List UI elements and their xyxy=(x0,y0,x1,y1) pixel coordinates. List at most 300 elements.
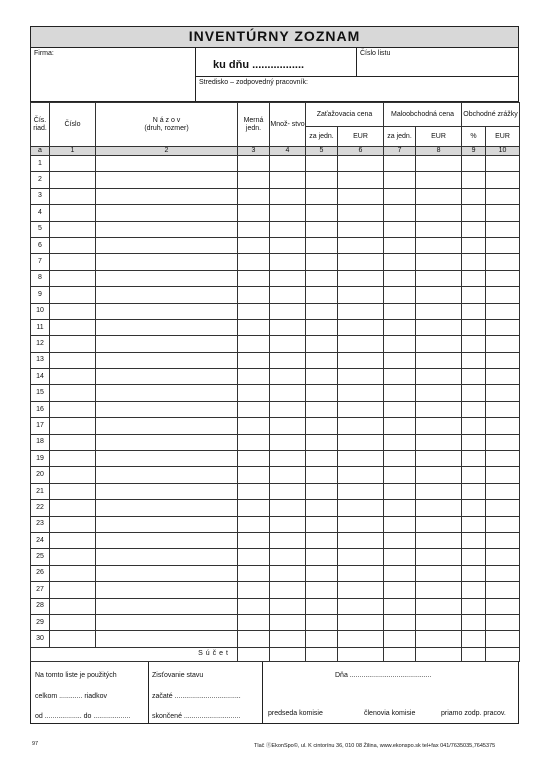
table-cell[interactable] xyxy=(270,418,306,434)
table-cell[interactable] xyxy=(486,500,520,516)
table-cell[interactable] xyxy=(338,221,384,237)
table-cell[interactable] xyxy=(416,188,462,204)
table-cell[interactable] xyxy=(416,385,462,401)
table-cell[interactable] xyxy=(338,418,384,434)
table-cell[interactable] xyxy=(238,614,270,630)
table-cell[interactable] xyxy=(384,614,416,630)
sum-cell[interactable] xyxy=(486,647,520,661)
table-cell[interactable] xyxy=(306,532,338,548)
table-cell[interactable] xyxy=(338,156,384,172)
table-cell[interactable] xyxy=(338,631,384,647)
table-cell[interactable] xyxy=(238,352,270,368)
table-cell[interactable] xyxy=(306,418,338,434)
table-cell[interactable] xyxy=(486,532,520,548)
table-cell[interactable] xyxy=(96,221,238,237)
table-cell[interactable] xyxy=(384,516,416,532)
table-cell[interactable] xyxy=(384,483,416,499)
table-cell[interactable] xyxy=(486,156,520,172)
table-cell[interactable] xyxy=(486,237,520,253)
table-cell[interactable] xyxy=(50,237,96,253)
table-cell[interactable] xyxy=(50,336,96,352)
table-cell[interactable] xyxy=(96,631,238,647)
table-cell[interactable] xyxy=(486,319,520,335)
table-cell[interactable] xyxy=(306,631,338,647)
table-cell[interactable] xyxy=(306,483,338,499)
table-cell[interactable] xyxy=(486,352,520,368)
table-cell[interactable] xyxy=(416,369,462,385)
table-cell[interactable] xyxy=(96,270,238,286)
table-cell[interactable] xyxy=(238,188,270,204)
table-cell[interactable] xyxy=(416,303,462,319)
table-cell[interactable] xyxy=(384,270,416,286)
table-cell[interactable] xyxy=(238,451,270,467)
table-cell[interactable] xyxy=(384,156,416,172)
table-cell[interactable] xyxy=(270,172,306,188)
table-cell[interactable] xyxy=(96,369,238,385)
table-cell[interactable] xyxy=(306,500,338,516)
table-cell[interactable] xyxy=(96,385,238,401)
table-cell[interactable] xyxy=(270,352,306,368)
table-cell[interactable] xyxy=(306,303,338,319)
table-cell[interactable] xyxy=(270,156,306,172)
table-cell[interactable] xyxy=(486,205,520,221)
table-cell[interactable] xyxy=(238,418,270,434)
table-cell[interactable] xyxy=(462,467,486,483)
table-cell[interactable] xyxy=(270,319,306,335)
table-cell[interactable] xyxy=(96,614,238,630)
table-cell[interactable] xyxy=(270,270,306,286)
table-cell[interactable] xyxy=(96,549,238,565)
table-cell[interactable] xyxy=(338,500,384,516)
table-cell[interactable] xyxy=(416,434,462,450)
table-cell[interactable] xyxy=(416,467,462,483)
table-cell[interactable] xyxy=(384,205,416,221)
table-cell[interactable] xyxy=(270,467,306,483)
table-cell[interactable] xyxy=(270,287,306,303)
table-cell[interactable] xyxy=(306,467,338,483)
table-cell[interactable] xyxy=(306,205,338,221)
table-cell[interactable] xyxy=(338,582,384,598)
table-cell[interactable] xyxy=(462,303,486,319)
table-cell[interactable] xyxy=(306,598,338,614)
table-cell[interactable] xyxy=(486,188,520,204)
footer-dna[interactable]: Dňa .......................................... xyxy=(335,671,432,679)
table-cell[interactable] xyxy=(96,287,238,303)
table-cell[interactable] xyxy=(462,205,486,221)
table-cell[interactable] xyxy=(96,434,238,450)
table-cell[interactable] xyxy=(238,369,270,385)
table-cell[interactable] xyxy=(270,532,306,548)
table-cell[interactable] xyxy=(96,516,238,532)
table-cell[interactable] xyxy=(238,221,270,237)
table-cell[interactable] xyxy=(384,287,416,303)
table-cell[interactable] xyxy=(486,369,520,385)
table-cell[interactable] xyxy=(486,565,520,581)
table-cell[interactable] xyxy=(384,549,416,565)
table-cell[interactable] xyxy=(270,631,306,647)
table-cell[interactable] xyxy=(384,319,416,335)
table-cell[interactable] xyxy=(50,631,96,647)
table-cell[interactable] xyxy=(462,516,486,532)
table-cell[interactable] xyxy=(338,270,384,286)
table-cell[interactable] xyxy=(50,434,96,450)
table-cell[interactable] xyxy=(306,156,338,172)
table-cell[interactable] xyxy=(238,516,270,532)
table-cell[interactable] xyxy=(486,303,520,319)
table-cell[interactable] xyxy=(416,549,462,565)
table-cell[interactable] xyxy=(338,565,384,581)
table-cell[interactable] xyxy=(384,352,416,368)
table-cell[interactable] xyxy=(270,565,306,581)
table-cell[interactable] xyxy=(338,483,384,499)
table-cell[interactable] xyxy=(384,565,416,581)
table-cell[interactable] xyxy=(338,516,384,532)
table-cell[interactable] xyxy=(96,172,238,188)
table-cell[interactable] xyxy=(270,303,306,319)
table-cell[interactable] xyxy=(238,336,270,352)
table-cell[interactable] xyxy=(50,188,96,204)
table-cell[interactable] xyxy=(50,614,96,630)
table-cell[interactable] xyxy=(238,598,270,614)
table-cell[interactable] xyxy=(306,549,338,565)
table-cell[interactable] xyxy=(384,385,416,401)
table-cell[interactable] xyxy=(462,582,486,598)
table-cell[interactable] xyxy=(270,434,306,450)
table-cell[interactable] xyxy=(96,352,238,368)
table-cell[interactable] xyxy=(96,401,238,417)
table-cell[interactable] xyxy=(238,467,270,483)
table-cell[interactable] xyxy=(416,582,462,598)
table-cell[interactable] xyxy=(50,205,96,221)
table-cell[interactable] xyxy=(416,270,462,286)
table-cell[interactable] xyxy=(486,172,520,188)
table-cell[interactable] xyxy=(50,483,96,499)
table-cell[interactable] xyxy=(96,483,238,499)
table-cell[interactable] xyxy=(462,532,486,548)
table-cell[interactable] xyxy=(486,483,520,499)
table-cell[interactable] xyxy=(50,401,96,417)
table-cell[interactable] xyxy=(486,451,520,467)
table-cell[interactable] xyxy=(416,237,462,253)
table-cell[interactable] xyxy=(338,598,384,614)
table-cell[interactable] xyxy=(416,614,462,630)
table-cell[interactable] xyxy=(462,385,486,401)
table-cell[interactable] xyxy=(306,565,338,581)
table-cell[interactable] xyxy=(462,287,486,303)
table-cell[interactable] xyxy=(238,270,270,286)
table-cell[interactable] xyxy=(50,352,96,368)
table-cell[interactable] xyxy=(462,434,486,450)
table-cell[interactable] xyxy=(238,500,270,516)
table-cell[interactable] xyxy=(462,172,486,188)
table-cell[interactable] xyxy=(338,549,384,565)
table-cell[interactable] xyxy=(416,483,462,499)
table-cell[interactable] xyxy=(50,500,96,516)
table-cell[interactable] xyxy=(50,467,96,483)
table-cell[interactable] xyxy=(416,500,462,516)
footer-od-do[interactable]: od ................... do ................... xyxy=(35,712,131,720)
table-cell[interactable] xyxy=(270,205,306,221)
table-cell[interactable] xyxy=(384,172,416,188)
table-cell[interactable] xyxy=(270,598,306,614)
table-cell[interactable] xyxy=(416,221,462,237)
table-cell[interactable] xyxy=(384,188,416,204)
table-cell[interactable] xyxy=(238,434,270,450)
table-cell[interactable] xyxy=(338,352,384,368)
table-cell[interactable] xyxy=(270,237,306,253)
table-cell[interactable] xyxy=(50,369,96,385)
table-cell[interactable] xyxy=(416,336,462,352)
table-cell[interactable] xyxy=(96,156,238,172)
table-cell[interactable] xyxy=(306,237,338,253)
table-cell[interactable] xyxy=(96,451,238,467)
table-cell[interactable] xyxy=(50,451,96,467)
table-cell[interactable] xyxy=(462,483,486,499)
table-cell[interactable] xyxy=(486,598,520,614)
table-cell[interactable] xyxy=(238,254,270,270)
table-cell[interactable] xyxy=(462,631,486,647)
table-cell[interactable] xyxy=(50,221,96,237)
table-cell[interactable] xyxy=(306,270,338,286)
table-cell[interactable] xyxy=(306,188,338,204)
table-cell[interactable] xyxy=(384,500,416,516)
table-cell[interactable] xyxy=(306,287,338,303)
table-cell[interactable] xyxy=(486,287,520,303)
table-cell[interactable] xyxy=(486,385,520,401)
table-cell[interactable] xyxy=(462,352,486,368)
table-cell[interactable] xyxy=(384,532,416,548)
table-cell[interactable] xyxy=(306,336,338,352)
table-cell[interactable] xyxy=(416,254,462,270)
table-cell[interactable] xyxy=(238,532,270,548)
table-cell[interactable] xyxy=(338,237,384,253)
table-cell[interactable] xyxy=(462,254,486,270)
table-cell[interactable] xyxy=(96,582,238,598)
table-cell[interactable] xyxy=(306,254,338,270)
footer-skoncene[interactable]: skončené ............................. xyxy=(152,712,241,720)
table-cell[interactable] xyxy=(96,303,238,319)
table-cell[interactable] xyxy=(50,270,96,286)
table-cell[interactable] xyxy=(462,500,486,516)
table-cell[interactable] xyxy=(486,418,520,434)
table-cell[interactable] xyxy=(416,565,462,581)
table-cell[interactable] xyxy=(96,598,238,614)
table-cell[interactable] xyxy=(462,270,486,286)
table-cell[interactable] xyxy=(306,434,338,450)
table-cell[interactable] xyxy=(306,369,338,385)
table-cell[interactable] xyxy=(384,467,416,483)
table-cell[interactable] xyxy=(462,451,486,467)
table-cell[interactable] xyxy=(306,582,338,598)
table-cell[interactable] xyxy=(462,156,486,172)
table-cell[interactable] xyxy=(486,401,520,417)
table-cell[interactable] xyxy=(462,565,486,581)
table-cell[interactable] xyxy=(462,319,486,335)
table-cell[interactable] xyxy=(96,532,238,548)
table-cell[interactable] xyxy=(338,451,384,467)
table-cell[interactable] xyxy=(96,336,238,352)
table-cell[interactable] xyxy=(238,631,270,647)
table-cell[interactable] xyxy=(270,385,306,401)
table-cell[interactable] xyxy=(486,467,520,483)
table-cell[interactable] xyxy=(486,549,520,565)
table-cell[interactable] xyxy=(462,401,486,417)
table-cell[interactable] xyxy=(306,401,338,417)
table-cell[interactable] xyxy=(270,369,306,385)
table-cell[interactable] xyxy=(50,565,96,581)
table-cell[interactable] xyxy=(384,254,416,270)
table-cell[interactable] xyxy=(50,598,96,614)
table-cell[interactable] xyxy=(50,254,96,270)
table-cell[interactable] xyxy=(238,172,270,188)
table-cell[interactable] xyxy=(416,631,462,647)
table-cell[interactable] xyxy=(486,434,520,450)
table-cell[interactable] xyxy=(384,303,416,319)
table-cell[interactable] xyxy=(270,549,306,565)
sum-cell[interactable] xyxy=(416,647,462,661)
table-cell[interactable] xyxy=(384,336,416,352)
table-cell[interactable] xyxy=(96,565,238,581)
table-cell[interactable] xyxy=(50,287,96,303)
table-cell[interactable] xyxy=(462,614,486,630)
table-cell[interactable] xyxy=(50,418,96,434)
table-cell[interactable] xyxy=(416,532,462,548)
table-cell[interactable] xyxy=(50,156,96,172)
table-cell[interactable] xyxy=(306,385,338,401)
table-cell[interactable] xyxy=(238,303,270,319)
table-cell[interactable] xyxy=(416,205,462,221)
table-cell[interactable] xyxy=(462,336,486,352)
table-cell[interactable] xyxy=(270,614,306,630)
table-cell[interactable] xyxy=(338,172,384,188)
table-cell[interactable] xyxy=(270,254,306,270)
sum-cell[interactable] xyxy=(238,647,270,661)
table-cell[interactable] xyxy=(270,483,306,499)
table-cell[interactable] xyxy=(238,287,270,303)
table-cell[interactable] xyxy=(270,221,306,237)
table-cell[interactable] xyxy=(238,582,270,598)
table-cell[interactable] xyxy=(96,254,238,270)
table-cell[interactable] xyxy=(486,270,520,286)
table-cell[interactable] xyxy=(338,614,384,630)
table-cell[interactable] xyxy=(338,369,384,385)
table-cell[interactable] xyxy=(50,516,96,532)
table-cell[interactable] xyxy=(306,451,338,467)
table-cell[interactable] xyxy=(270,451,306,467)
table-cell[interactable] xyxy=(462,188,486,204)
table-cell[interactable] xyxy=(338,336,384,352)
table-cell[interactable] xyxy=(238,483,270,499)
table-cell[interactable] xyxy=(238,565,270,581)
table-cell[interactable] xyxy=(50,385,96,401)
table-cell[interactable] xyxy=(96,188,238,204)
sum-cell[interactable] xyxy=(384,647,416,661)
table-cell[interactable] xyxy=(306,352,338,368)
table-cell[interactable] xyxy=(384,434,416,450)
table-cell[interactable] xyxy=(338,188,384,204)
table-cell[interactable] xyxy=(238,156,270,172)
table-cell[interactable] xyxy=(338,319,384,335)
table-cell[interactable] xyxy=(384,598,416,614)
table-cell[interactable] xyxy=(384,237,416,253)
table-cell[interactable] xyxy=(338,287,384,303)
table-cell[interactable] xyxy=(338,303,384,319)
footer-celkom[interactable]: celkom ............ riadkov xyxy=(35,692,107,700)
table-cell[interactable] xyxy=(384,369,416,385)
table-cell[interactable] xyxy=(238,319,270,335)
table-cell[interactable] xyxy=(384,418,416,434)
table-cell[interactable] xyxy=(486,221,520,237)
table-cell[interactable] xyxy=(384,451,416,467)
table-cell[interactable] xyxy=(238,385,270,401)
table-cell[interactable] xyxy=(50,549,96,565)
table-cell[interactable] xyxy=(416,287,462,303)
table-cell[interactable] xyxy=(338,401,384,417)
table-cell[interactable] xyxy=(462,237,486,253)
table-cell[interactable] xyxy=(238,549,270,565)
table-cell[interactable] xyxy=(306,172,338,188)
table-cell[interactable] xyxy=(486,516,520,532)
table-cell[interactable] xyxy=(416,401,462,417)
table-cell[interactable] xyxy=(416,172,462,188)
table-cell[interactable] xyxy=(270,188,306,204)
table-cell[interactable] xyxy=(270,516,306,532)
table-cell[interactable] xyxy=(306,319,338,335)
table-cell[interactable] xyxy=(338,385,384,401)
table-cell[interactable] xyxy=(486,254,520,270)
table-cell[interactable] xyxy=(306,221,338,237)
table-cell[interactable] xyxy=(238,237,270,253)
table-cell[interactable] xyxy=(338,254,384,270)
table-cell[interactable] xyxy=(50,172,96,188)
table-cell[interactable] xyxy=(416,319,462,335)
table-cell[interactable] xyxy=(462,221,486,237)
table-cell[interactable] xyxy=(50,319,96,335)
table-cell[interactable] xyxy=(96,205,238,221)
table-cell[interactable] xyxy=(486,582,520,598)
table-cell[interactable] xyxy=(306,516,338,532)
table-cell[interactable] xyxy=(270,401,306,417)
sum-cell[interactable] xyxy=(270,647,306,661)
table-cell[interactable] xyxy=(306,614,338,630)
table-cell[interactable] xyxy=(416,156,462,172)
table-cell[interactable] xyxy=(462,369,486,385)
table-cell[interactable] xyxy=(338,205,384,221)
table-cell[interactable] xyxy=(96,500,238,516)
table-cell[interactable] xyxy=(462,549,486,565)
table-cell[interactable] xyxy=(96,418,238,434)
table-cell[interactable] xyxy=(338,467,384,483)
table-cell[interactable] xyxy=(50,532,96,548)
sum-cell[interactable] xyxy=(338,647,384,661)
table-cell[interactable] xyxy=(486,614,520,630)
table-cell[interactable] xyxy=(416,451,462,467)
table-cell[interactable] xyxy=(270,500,306,516)
table-cell[interactable] xyxy=(96,467,238,483)
table-cell[interactable] xyxy=(416,418,462,434)
table-cell[interactable] xyxy=(270,336,306,352)
table-cell[interactable] xyxy=(238,205,270,221)
table-cell[interactable] xyxy=(384,582,416,598)
table-cell[interactable] xyxy=(270,582,306,598)
table-cell[interactable] xyxy=(384,221,416,237)
table-cell[interactable] xyxy=(462,418,486,434)
table-cell[interactable] xyxy=(384,401,416,417)
table-cell[interactable] xyxy=(416,352,462,368)
table-cell[interactable] xyxy=(96,237,238,253)
sum-cell[interactable] xyxy=(306,647,338,661)
table-cell[interactable] xyxy=(416,516,462,532)
